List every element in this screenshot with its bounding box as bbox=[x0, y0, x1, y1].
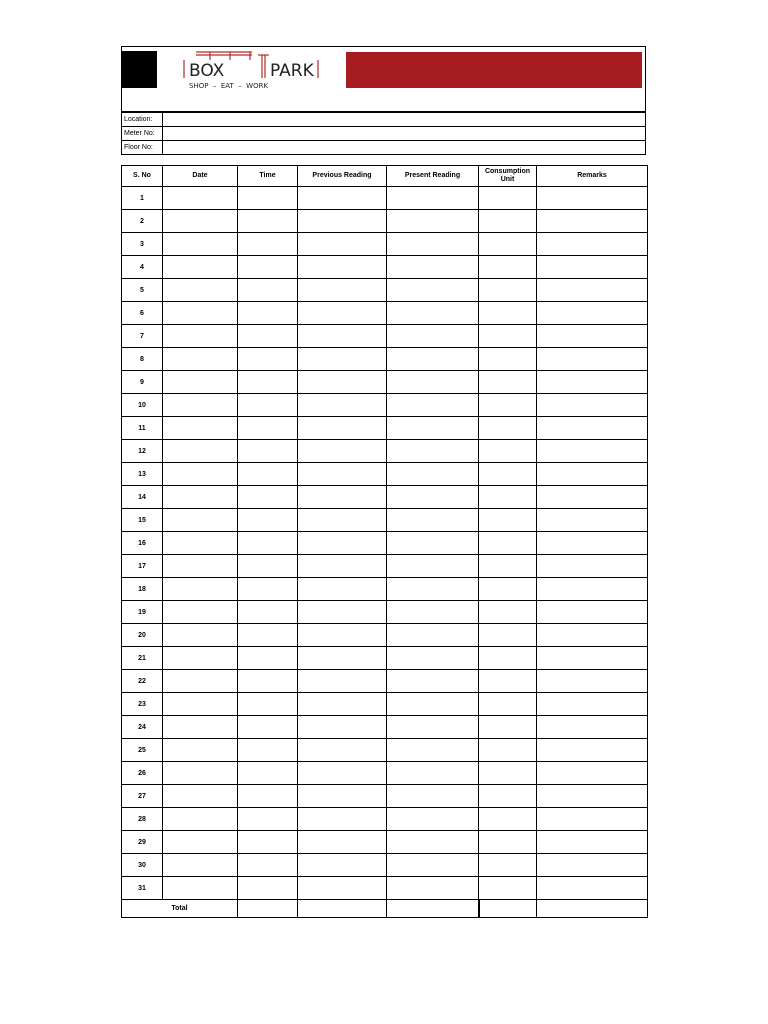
present-reading-cell[interactable] bbox=[387, 716, 479, 739]
time-cell[interactable] bbox=[238, 302, 298, 325]
present-reading-cell[interactable] bbox=[387, 302, 479, 325]
time-cell[interactable] bbox=[238, 394, 298, 417]
previous-reading-cell[interactable] bbox=[298, 532, 387, 555]
time-cell[interactable] bbox=[238, 785, 298, 808]
total-remarks-cell[interactable] bbox=[537, 900, 648, 918]
previous-reading-cell[interactable] bbox=[298, 348, 387, 371]
time-cell[interactable] bbox=[238, 716, 298, 739]
present-reading-cell[interactable] bbox=[387, 394, 479, 417]
remarks-cell[interactable] bbox=[537, 601, 648, 624]
row-number: 6 bbox=[122, 302, 163, 325]
present-reading-cell[interactable] bbox=[387, 877, 479, 900]
consumption-unit-cell[interactable] bbox=[479, 210, 537, 233]
row-number: 18 bbox=[122, 578, 163, 601]
total-previous-reading-cell[interactable] bbox=[298, 900, 387, 918]
previous-reading-cell[interactable] bbox=[298, 739, 387, 762]
row-number: 27 bbox=[122, 785, 163, 808]
date-cell[interactable] bbox=[163, 325, 238, 348]
table-row bbox=[122, 233, 648, 256]
date-cell[interactable] bbox=[163, 624, 238, 647]
table-row bbox=[122, 325, 648, 348]
remarks-cell[interactable] bbox=[537, 233, 648, 256]
previous-reading-cell[interactable] bbox=[298, 279, 387, 302]
logo-text-box: BOX bbox=[189, 61, 225, 81]
consumption-unit-cell[interactable] bbox=[479, 187, 537, 210]
present-reading-cell[interactable] bbox=[387, 693, 479, 716]
consumption-unit-cell[interactable] bbox=[479, 532, 537, 555]
col-header-present-reading: Present Reading bbox=[387, 166, 479, 187]
remarks-cell[interactable] bbox=[537, 256, 648, 279]
location-field[interactable] bbox=[163, 113, 646, 127]
previous-reading-cell[interactable] bbox=[298, 509, 387, 532]
time-cell[interactable] bbox=[238, 233, 298, 256]
consumption-unit-cell[interactable] bbox=[479, 279, 537, 302]
consumption-unit-cell[interactable] bbox=[479, 854, 537, 877]
remarks-cell[interactable] bbox=[537, 785, 648, 808]
table-row bbox=[122, 532, 648, 555]
time-cell[interactable] bbox=[238, 417, 298, 440]
time-cell[interactable] bbox=[238, 210, 298, 233]
time-cell[interactable] bbox=[238, 624, 298, 647]
time-cell[interactable] bbox=[238, 256, 298, 279]
consumption-unit-cell[interactable] bbox=[479, 440, 537, 463]
meter-no-field[interactable] bbox=[163, 127, 646, 141]
table-row bbox=[122, 670, 648, 693]
total-row bbox=[122, 900, 648, 918]
time-cell[interactable] bbox=[238, 808, 298, 831]
consumption-unit-cell[interactable] bbox=[479, 417, 537, 440]
date-cell[interactable] bbox=[163, 647, 238, 670]
remarks-cell[interactable] bbox=[537, 808, 648, 831]
time-cell[interactable] bbox=[238, 831, 298, 854]
info-row-meter bbox=[122, 127, 646, 141]
total-consumption-cell[interactable] bbox=[479, 900, 537, 918]
present-reading-cell[interactable] bbox=[387, 279, 479, 302]
remarks-cell[interactable] bbox=[537, 877, 648, 900]
boxpark-logo bbox=[182, 50, 320, 92]
row-number: 3 bbox=[122, 233, 163, 256]
consumption-unit-cell[interactable] bbox=[479, 877, 537, 900]
consumption-unit-cell[interactable] bbox=[479, 808, 537, 831]
row-number: 20 bbox=[122, 624, 163, 647]
row-number: 19 bbox=[122, 601, 163, 624]
table-row bbox=[122, 394, 648, 417]
logo-text-park: PARK bbox=[270, 61, 314, 81]
remarks-cell[interactable] bbox=[537, 762, 648, 785]
row-number: 23 bbox=[122, 693, 163, 716]
date-cell[interactable] bbox=[163, 440, 238, 463]
consumption-unit-cell[interactable] bbox=[479, 302, 537, 325]
remarks-cell[interactable] bbox=[537, 440, 648, 463]
present-reading-cell[interactable] bbox=[387, 440, 479, 463]
previous-reading-cell[interactable] bbox=[298, 417, 387, 440]
row-number: 30 bbox=[122, 854, 163, 877]
table-row bbox=[122, 601, 648, 624]
table-row bbox=[122, 509, 648, 532]
logo-tagline: SHOP – EAT – WORK bbox=[189, 82, 269, 90]
previous-reading-cell[interactable] bbox=[298, 210, 387, 233]
present-reading-cell[interactable] bbox=[387, 785, 479, 808]
previous-reading-cell[interactable] bbox=[298, 302, 387, 325]
date-cell[interactable] bbox=[163, 394, 238, 417]
date-cell[interactable] bbox=[163, 279, 238, 302]
meter-no-label: Meter No: bbox=[122, 127, 163, 141]
previous-reading-cell[interactable] bbox=[298, 785, 387, 808]
table-row bbox=[122, 371, 648, 394]
black-block bbox=[122, 51, 157, 88]
consumption-unit-cell[interactable] bbox=[479, 762, 537, 785]
present-reading-cell[interactable] bbox=[387, 647, 479, 670]
table-header-row bbox=[122, 166, 648, 187]
row-number: 2 bbox=[122, 210, 163, 233]
present-reading-cell[interactable] bbox=[387, 486, 479, 509]
previous-reading-cell[interactable] bbox=[298, 808, 387, 831]
table-row bbox=[122, 440, 648, 463]
table-row bbox=[122, 463, 648, 486]
remarks-cell[interactable] bbox=[537, 739, 648, 762]
date-cell[interactable] bbox=[163, 578, 238, 601]
previous-reading-cell[interactable] bbox=[298, 670, 387, 693]
table-row bbox=[122, 555, 648, 578]
date-cell[interactable] bbox=[163, 417, 238, 440]
row-number: 28 bbox=[122, 808, 163, 831]
previous-reading-cell[interactable] bbox=[298, 831, 387, 854]
present-reading-cell[interactable] bbox=[387, 256, 479, 279]
remarks-cell[interactable] bbox=[537, 210, 648, 233]
present-reading-cell[interactable] bbox=[387, 601, 479, 624]
consumption-unit-cell[interactable] bbox=[479, 670, 537, 693]
date-cell[interactable] bbox=[163, 210, 238, 233]
previous-reading-cell[interactable] bbox=[298, 762, 387, 785]
remarks-cell[interactable] bbox=[537, 463, 648, 486]
present-reading-cell[interactable] bbox=[387, 624, 479, 647]
row-number: 12 bbox=[122, 440, 163, 463]
col-header-consumption-unit: Consumption Unit bbox=[479, 166, 537, 187]
col-header-remarks: Remarks bbox=[537, 166, 648, 187]
remarks-cell[interactable] bbox=[537, 624, 648, 647]
remarks-cell[interactable] bbox=[537, 831, 648, 854]
time-cell[interactable] bbox=[238, 279, 298, 302]
consumption-unit-cell[interactable] bbox=[479, 785, 537, 808]
remarks-cell[interactable] bbox=[537, 532, 648, 555]
previous-reading-cell[interactable] bbox=[298, 187, 387, 210]
floor-no-label: Floor No: bbox=[122, 141, 163, 155]
remarks-cell[interactable] bbox=[537, 348, 648, 371]
info-row-floor bbox=[122, 141, 646, 155]
location-label: Location: bbox=[122, 113, 163, 127]
table-row bbox=[122, 624, 648, 647]
table-row bbox=[122, 854, 648, 877]
row-number: 16 bbox=[122, 532, 163, 555]
previous-reading-cell[interactable] bbox=[298, 486, 387, 509]
date-cell[interactable] bbox=[163, 831, 238, 854]
total-present-reading-cell[interactable] bbox=[387, 900, 479, 918]
previous-reading-cell[interactable] bbox=[298, 371, 387, 394]
remarks-cell[interactable] bbox=[537, 486, 648, 509]
time-cell[interactable] bbox=[238, 578, 298, 601]
time-cell[interactable] bbox=[238, 509, 298, 532]
row-number: 11 bbox=[122, 417, 163, 440]
present-reading-cell[interactable] bbox=[387, 578, 479, 601]
time-cell[interactable] bbox=[238, 463, 298, 486]
time-cell[interactable] bbox=[238, 877, 298, 900]
date-cell[interactable] bbox=[163, 486, 238, 509]
row-number: 15 bbox=[122, 509, 163, 532]
date-cell[interactable] bbox=[163, 808, 238, 831]
row-number: 31 bbox=[122, 877, 163, 900]
remarks-cell[interactable] bbox=[537, 578, 648, 601]
present-reading-cell[interactable] bbox=[387, 762, 479, 785]
date-cell[interactable] bbox=[163, 716, 238, 739]
time-cell[interactable] bbox=[238, 647, 298, 670]
table-row bbox=[122, 785, 648, 808]
row-number: 29 bbox=[122, 831, 163, 854]
blank-title-row bbox=[121, 94, 646, 112]
present-reading-cell[interactable] bbox=[387, 739, 479, 762]
date-cell[interactable] bbox=[163, 463, 238, 486]
table-row bbox=[122, 693, 648, 716]
previous-reading-cell[interactable] bbox=[298, 601, 387, 624]
consumption-unit-cell[interactable] bbox=[479, 371, 537, 394]
previous-reading-cell[interactable] bbox=[298, 394, 387, 417]
row-number: 10 bbox=[122, 394, 163, 417]
remarks-cell[interactable] bbox=[537, 854, 648, 877]
remarks-cell[interactable] bbox=[537, 279, 648, 302]
consumption-unit-cell[interactable] bbox=[479, 394, 537, 417]
table-row bbox=[122, 187, 648, 210]
table-row bbox=[122, 578, 648, 601]
table-row bbox=[122, 647, 648, 670]
date-cell[interactable] bbox=[163, 256, 238, 279]
time-cell[interactable] bbox=[238, 762, 298, 785]
table-row bbox=[122, 831, 648, 854]
previous-reading-cell[interactable] bbox=[298, 325, 387, 348]
remarks-cell[interactable] bbox=[537, 371, 648, 394]
present-reading-cell[interactable] bbox=[387, 808, 479, 831]
previous-reading-cell[interactable] bbox=[298, 555, 387, 578]
meter-reading-sheet bbox=[121, 46, 646, 918]
present-reading-cell[interactable] bbox=[387, 187, 479, 210]
row-number: 25 bbox=[122, 739, 163, 762]
previous-reading-cell[interactable] bbox=[298, 256, 387, 279]
row-number: 17 bbox=[122, 555, 163, 578]
previous-reading-cell[interactable] bbox=[298, 624, 387, 647]
date-cell[interactable] bbox=[163, 302, 238, 325]
table-row bbox=[122, 486, 648, 509]
consumption-unit-cell[interactable] bbox=[479, 693, 537, 716]
previous-reading-cell[interactable] bbox=[298, 233, 387, 256]
present-reading-cell[interactable] bbox=[387, 325, 479, 348]
remarks-cell[interactable] bbox=[537, 187, 648, 210]
row-number: 4 bbox=[122, 256, 163, 279]
row-number: 22 bbox=[122, 670, 163, 693]
reading-log-table bbox=[121, 165, 648, 918]
previous-reading-cell[interactable] bbox=[298, 877, 387, 900]
consumption-unit-cell[interactable] bbox=[479, 463, 537, 486]
table-row bbox=[122, 417, 648, 440]
date-cell[interactable] bbox=[163, 739, 238, 762]
time-cell[interactable] bbox=[238, 325, 298, 348]
consumption-unit-cell[interactable] bbox=[479, 509, 537, 532]
time-cell[interactable] bbox=[238, 670, 298, 693]
col-header-time: Time bbox=[238, 166, 298, 187]
consumption-unit-cell[interactable] bbox=[479, 578, 537, 601]
consumption-unit-cell[interactable] bbox=[479, 486, 537, 509]
date-cell[interactable] bbox=[163, 532, 238, 555]
date-cell[interactable] bbox=[163, 233, 238, 256]
present-reading-cell[interactable] bbox=[387, 509, 479, 532]
table-row bbox=[122, 210, 648, 233]
present-reading-cell[interactable] bbox=[387, 348, 479, 371]
info-fields-table bbox=[121, 112, 646, 155]
present-reading-cell[interactable] bbox=[387, 532, 479, 555]
remarks-cell[interactable] bbox=[537, 670, 648, 693]
time-cell[interactable] bbox=[238, 440, 298, 463]
row-number: 21 bbox=[122, 647, 163, 670]
table-row bbox=[122, 256, 648, 279]
time-cell[interactable] bbox=[238, 532, 298, 555]
date-cell[interactable] bbox=[163, 854, 238, 877]
table-row bbox=[122, 302, 648, 325]
previous-reading-cell[interactable] bbox=[298, 463, 387, 486]
previous-reading-cell[interactable] bbox=[298, 854, 387, 877]
remarks-cell[interactable] bbox=[537, 509, 648, 532]
row-number: 1 bbox=[122, 187, 163, 210]
present-reading-cell[interactable] bbox=[387, 210, 479, 233]
consumption-unit-cell[interactable] bbox=[479, 555, 537, 578]
remarks-cell[interactable] bbox=[537, 647, 648, 670]
consumption-unit-cell[interactable] bbox=[479, 739, 537, 762]
present-reading-cell[interactable] bbox=[387, 371, 479, 394]
col-header-date: Date bbox=[163, 166, 238, 187]
consumption-unit-cell[interactable] bbox=[479, 716, 537, 739]
row-number: 26 bbox=[122, 762, 163, 785]
present-reading-cell[interactable] bbox=[387, 233, 479, 256]
date-cell[interactable] bbox=[163, 601, 238, 624]
time-cell[interactable] bbox=[238, 693, 298, 716]
table-row bbox=[122, 808, 648, 831]
table-row bbox=[122, 739, 648, 762]
table-row bbox=[122, 716, 648, 739]
previous-reading-cell[interactable] bbox=[298, 716, 387, 739]
row-number: 13 bbox=[122, 463, 163, 486]
row-number: 8 bbox=[122, 348, 163, 371]
time-cell[interactable] bbox=[238, 371, 298, 394]
row-number: 14 bbox=[122, 486, 163, 509]
date-cell[interactable] bbox=[163, 187, 238, 210]
remarks-cell[interactable] bbox=[537, 693, 648, 716]
remarks-cell[interactable] bbox=[537, 716, 648, 739]
table-row bbox=[122, 762, 648, 785]
present-reading-cell[interactable] bbox=[387, 854, 479, 877]
date-cell[interactable] bbox=[163, 371, 238, 394]
consumption-unit-cell[interactable] bbox=[479, 348, 537, 371]
time-cell[interactable] bbox=[238, 555, 298, 578]
row-number: 24 bbox=[122, 716, 163, 739]
sheet-header bbox=[121, 46, 646, 94]
consumption-unit-cell[interactable] bbox=[479, 647, 537, 670]
present-reading-cell[interactable] bbox=[387, 463, 479, 486]
present-reading-cell[interactable] bbox=[387, 831, 479, 854]
col-header-previous-reading: Previous Reading bbox=[298, 166, 387, 187]
remarks-cell[interactable] bbox=[537, 417, 648, 440]
previous-reading-cell[interactable] bbox=[298, 578, 387, 601]
table-row bbox=[122, 877, 648, 900]
remarks-cell[interactable] bbox=[537, 302, 648, 325]
time-cell[interactable] bbox=[238, 486, 298, 509]
consumption-unit-cell[interactable] bbox=[479, 601, 537, 624]
row-number: 9 bbox=[122, 371, 163, 394]
time-cell[interactable] bbox=[238, 348, 298, 371]
time-cell[interactable] bbox=[238, 187, 298, 210]
previous-reading-cell[interactable] bbox=[298, 440, 387, 463]
floor-no-field[interactable] bbox=[163, 141, 646, 155]
date-cell[interactable] bbox=[163, 762, 238, 785]
total-label: Total bbox=[122, 900, 238, 918]
present-reading-cell[interactable] bbox=[387, 555, 479, 578]
info-row-location bbox=[122, 113, 646, 127]
consumption-unit-cell[interactable] bbox=[479, 831, 537, 854]
previous-reading-cell[interactable] bbox=[298, 693, 387, 716]
table-row bbox=[122, 279, 648, 302]
date-cell[interactable] bbox=[163, 348, 238, 371]
consumption-unit-cell[interactable] bbox=[479, 256, 537, 279]
time-cell[interactable] bbox=[238, 601, 298, 624]
consumption-unit-cell[interactable] bbox=[479, 233, 537, 256]
total-time-cell[interactable] bbox=[238, 900, 298, 918]
row-number: 7 bbox=[122, 325, 163, 348]
date-cell[interactable] bbox=[163, 555, 238, 578]
time-cell[interactable] bbox=[238, 854, 298, 877]
remarks-cell[interactable] bbox=[537, 325, 648, 348]
remarks-cell[interactable] bbox=[537, 394, 648, 417]
consumption-unit-cell[interactable] bbox=[479, 624, 537, 647]
previous-reading-cell[interactable] bbox=[298, 647, 387, 670]
date-cell[interactable] bbox=[163, 785, 238, 808]
col-header-sno: S. No bbox=[122, 166, 163, 187]
time-cell[interactable] bbox=[238, 739, 298, 762]
consumption-unit-cell[interactable] bbox=[479, 325, 537, 348]
date-cell[interactable] bbox=[163, 670, 238, 693]
row-number: 5 bbox=[122, 279, 163, 302]
date-cell[interactable] bbox=[163, 693, 238, 716]
date-cell[interactable] bbox=[163, 509, 238, 532]
present-reading-cell[interactable] bbox=[387, 417, 479, 440]
table-row bbox=[122, 348, 648, 371]
red-banner bbox=[346, 52, 642, 88]
remarks-cell[interactable] bbox=[537, 555, 648, 578]
present-reading-cell[interactable] bbox=[387, 670, 479, 693]
date-cell[interactable] bbox=[163, 877, 238, 900]
